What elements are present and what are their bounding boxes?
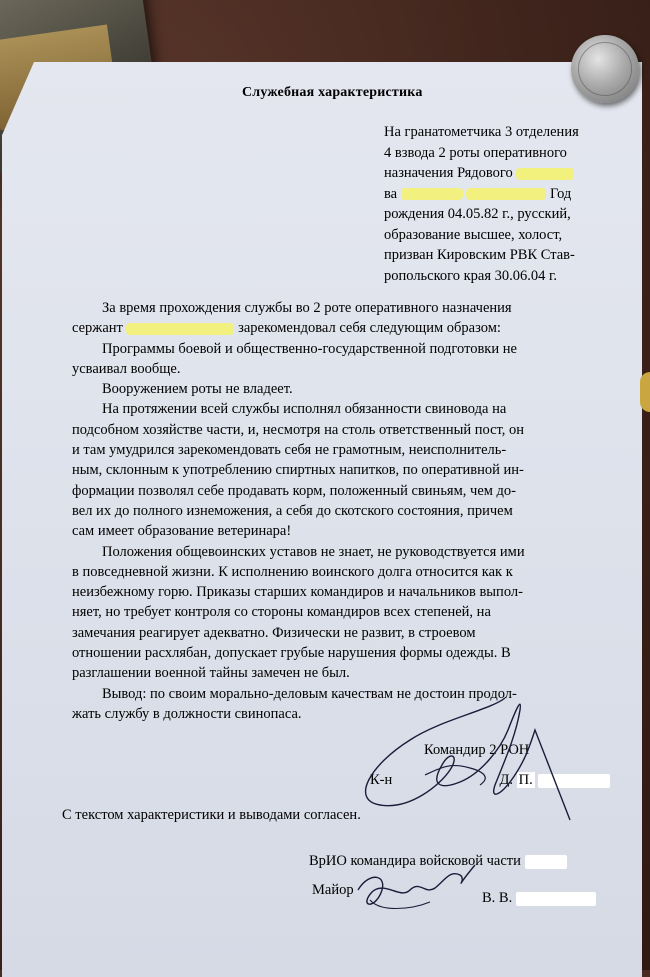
body-line: формации позволял себе продавать корм, положенный свиньям, чем до- (72, 482, 517, 499)
body-line: подсобном хозяйстве части, и, несмотря на столь ответственный пост, он (72, 421, 525, 438)
body-line: жать службу в должности свинопаса. (72, 705, 302, 722)
redacted-surname (516, 168, 574, 180)
redacted-major-surname (516, 892, 596, 906)
addressee-line: На гранатометчика 3 отделения (384, 124, 579, 140)
addressee-line (384, 163, 624, 184)
commander-title: Командир 2 РОН (424, 742, 530, 758)
body-line: вел их до полного изнеможения, а себя до скотского состояния, причем (72, 502, 513, 519)
redacted-sergeant-name (126, 323, 234, 335)
body-line: и там умудрился зарекомендовать себя не грамотным, неисполнитель- (72, 442, 507, 459)
body-line: На протяжении всей службы исполнял обязанности свиновода на (102, 401, 507, 418)
addressee-text: назначения Рядового (384, 165, 513, 181)
body-line: сам имеет образование ветеринара! (72, 523, 292, 540)
commander-signature (330, 690, 580, 830)
body-line: ным, склонным к употреблению спиртных напитков, по оперативной ин- (72, 462, 524, 479)
addressee-line: образование высшее, холост, (384, 226, 563, 243)
acting-title: ВрИО командира войсковой части (309, 853, 521, 869)
body-line (72, 318, 622, 338)
major-name-line (482, 890, 596, 907)
body-line: разглашении военной тайны замечен не был. (72, 665, 350, 682)
body-line: няет, но требует контроля со стороны командиров всех степеней, на (72, 604, 491, 621)
body-line: неизбежному горю. Приказы старших командиров и начальников выпол- (72, 584, 523, 601)
addressee-block (384, 122, 624, 286)
addressee-text: Год (549, 185, 572, 202)
addressee-text: ва (384, 185, 398, 202)
body-line: Положения общевоинских уставов не знает, не руководствуется ими (102, 543, 525, 560)
addressee-line (384, 184, 624, 205)
body-line: Программы боевой и общественно-государственной подготовки не (102, 340, 517, 357)
major-signature-line (312, 882, 354, 899)
redacted-patronymic (466, 188, 546, 200)
body-text: сержант (72, 320, 123, 337)
coin-edge (640, 372, 650, 412)
commander-rank: К-н (370, 772, 393, 788)
body-line: в повседневной жизни. К исполнению воинского долга относится как к (72, 563, 513, 580)
major-rank: Майор (312, 882, 354, 898)
addressee-line: призван Кировским РВК Став- (384, 247, 575, 263)
redacted-unit-number (525, 855, 567, 869)
body-line: замечания реагирует адекватно. Физически не развит, в строевом (72, 624, 476, 641)
coin (571, 35, 639, 103)
addressee-line: 4 взвода 2 роты оперативного (384, 144, 567, 161)
commander-initial: Д. (499, 772, 514, 788)
document-body (72, 298, 622, 724)
document-title: Служебная характеристика (242, 85, 423, 100)
body-line: За время прохождения службы во 2 роте оперативного назначения (102, 300, 512, 316)
body-line: Вооружением роты не владеет. (102, 381, 293, 398)
redacted-name (401, 188, 463, 200)
body-text: зарекомендовал себя следующим образом: (238, 320, 501, 337)
body-line: отношении расхлябан, допускает грубые нарушения формы одежды. В (72, 645, 511, 662)
commander-initial: П. (518, 772, 533, 788)
body-line: Вывод: по своим морально-деловым качествам не достоин продол- (102, 685, 517, 702)
agreement-line: С текстом характеристики и выводами согласен. (62, 807, 361, 823)
major-signature (350, 850, 480, 920)
addressee-line: рождения 04.05.82 г., русский, (384, 206, 571, 222)
body-line: усваивал вообще. (72, 360, 181, 377)
addressee-line: ропольского края 30.06.04 г. (384, 267, 557, 284)
major-initials: В. В. (482, 890, 513, 906)
